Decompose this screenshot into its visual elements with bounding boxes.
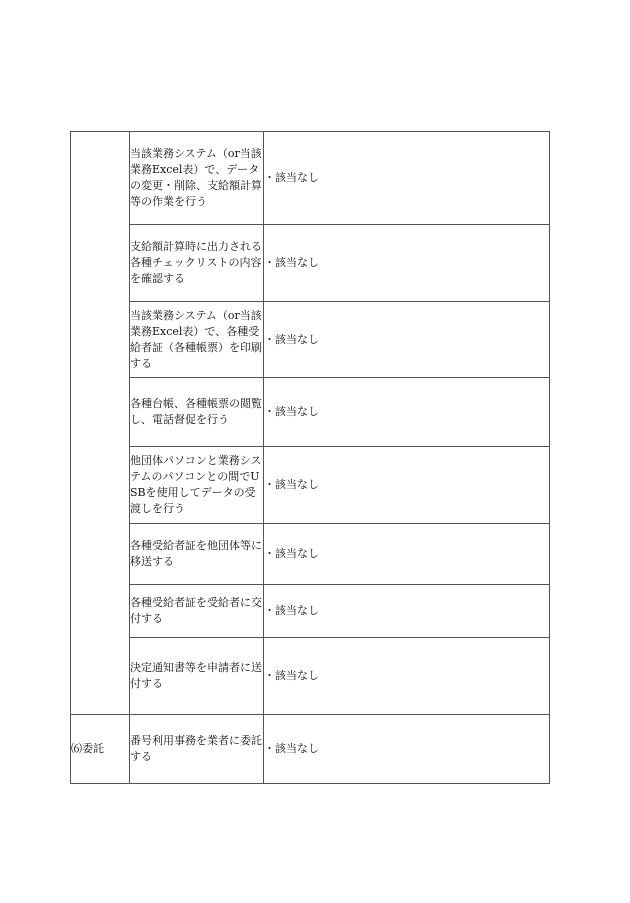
result-cell: ・該当なし: [264, 524, 550, 585]
table-row: [71, 132, 550, 225]
table-row: [71, 585, 550, 638]
process-item: 支給額計算時に出力される各種チェックリストの内容を確認する: [130, 225, 264, 302]
process-item: 各種受給者証を他団体等に移送する: [130, 524, 264, 585]
table-row: [71, 524, 550, 585]
result-cell: ・該当なし: [264, 447, 550, 524]
result-cell: ・該当なし: [264, 132, 550, 225]
process-item: 番号利用事務を業者に委託する: [130, 715, 264, 784]
result-cell: ・該当なし: [264, 225, 550, 302]
result-cell: ・該当なし: [264, 638, 550, 715]
result-cell: ・該当なし: [264, 378, 550, 447]
table-row: [71, 638, 550, 715]
category-cell-continued: [71, 132, 130, 715]
table-row: [71, 302, 550, 378]
process-item: 各種受給者証を受給者に交付する: [130, 585, 264, 638]
process-item: 他団体パソコンと業務システムのパソコンとの間でUSBを使用してデータの受渡しを行う: [130, 447, 264, 524]
process-item: 当該業務システム（or当該業務Excel表）で、各種受給者証（各種帳票）を印刷する: [130, 302, 264, 378]
result-cell: ・該当なし: [264, 715, 550, 784]
process-item: 当該業務システム（or当該業務Excel表）で、データの変更・削除、支給額計算等の作業を行う: [130, 132, 264, 225]
table-row: [71, 225, 550, 302]
table-row: [71, 715, 550, 784]
process-item: 各種台帳、各種帳票の閲覧し、電話督促を行う: [130, 378, 264, 447]
table-row: [71, 378, 550, 447]
result-cell: ・該当なし: [264, 302, 550, 378]
result-cell: ・該当なし: [264, 585, 550, 638]
process-item: 決定通知書等を申請者に送付する: [130, 638, 264, 715]
table-row: [71, 447, 550, 524]
process-table: [70, 131, 550, 784]
category-cell: ⑹委託: [71, 715, 130, 784]
